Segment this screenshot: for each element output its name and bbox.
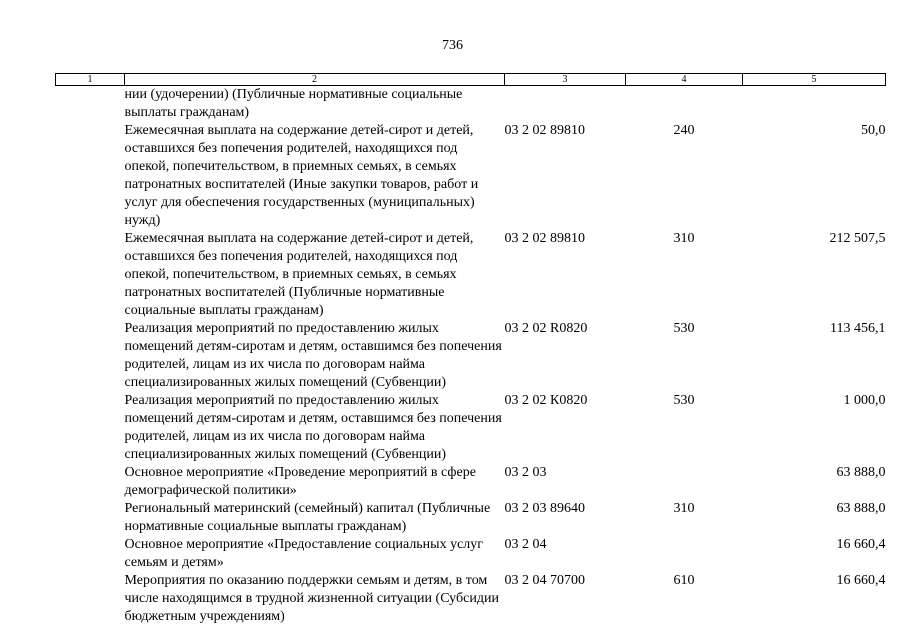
row-amount: 1 000,0	[843, 393, 886, 408]
table-row	[56, 230, 886, 320]
table-row	[56, 500, 886, 536]
row-name: Основное мероприятие «Проведение мероприятий в сфере демографической политики»	[124, 465, 476, 498]
row-amount	[743, 86, 886, 123]
row-code: 03 2 02 89810	[504, 123, 585, 138]
row-empty-cell	[56, 572, 125, 626]
row-expense-type	[626, 536, 743, 572]
row-code: 03 2 02 89810	[504, 231, 585, 246]
row-empty-cell	[56, 536, 125, 572]
row-name: Реализация мероприятий по предоставлению жилых помещений детям-сиротам и детям, оставшимся без попечения родителей, лицам из их числа по договорам найма специализированных жилых помещений (Субвенции)	[124, 321, 502, 390]
row-expense-type: 240	[673, 123, 695, 138]
row-expense-type: 310	[673, 231, 695, 246]
header-col-1: 1	[56, 74, 125, 86]
row-expense-type: 530	[673, 393, 695, 408]
row-code: 03 2 02 R0820	[504, 321, 588, 336]
row-empty-cell	[56, 320, 125, 392]
row-code: 03 2 04	[504, 537, 547, 552]
row-amount: 212 507,5	[829, 231, 886, 246]
row-empty-cell	[56, 230, 125, 320]
row-expense-type: 530	[673, 321, 695, 336]
row-expense-type	[626, 464, 743, 500]
table-row	[56, 464, 886, 500]
row-name: Ежемесячная выплата на содержание детей-сирот и детей, оставшихся без попечения родителей, находящихся под опекой, попечительством, в приемных семьях, в семьях патронатных воспитателей (Публичные нормативные социальные выплаты гражданам)	[124, 231, 474, 318]
row-name: Ежемесячная выплата на содержание детей-сирот и детей, оставшихся без попечения родителей, находящихся под опекой, попечительством, в приемных семьях, в семьях патронатных воспитателей (Иные закупки товаров, работ и услуг для обеспечения государственных (муниципальных) нужд)	[124, 123, 479, 228]
row-code	[505, 86, 626, 123]
row-expense-type: 310	[673, 501, 695, 516]
row-amount: 63 888,0	[836, 465, 886, 480]
row-empty-cell	[56, 86, 125, 123]
row-empty-cell	[56, 500, 125, 536]
header-row	[56, 74, 886, 86]
header-col-4: 4	[626, 74, 743, 86]
row-amount: 16 660,4	[836, 537, 886, 552]
row-name: Основное мероприятие «Предоставление социальных услуг семьям и детям»	[124, 537, 484, 570]
page-number: 736	[442, 38, 463, 53]
row-name: Реализация мероприятий по предоставлению жилых помещений детям-сиротам и детям, оставшимся без попечения родителей, лицам из их числа по договорам найма специализированных жилых помещений (Субвенции)	[124, 393, 502, 462]
row-empty-cell	[56, 464, 125, 500]
row-name: Региональный материнский (семейный) капитал (Публичные нормативные социальные выплаты гражданам)	[124, 501, 491, 534]
table-row	[56, 122, 886, 230]
row-amount: 50,0	[861, 123, 886, 138]
table-row	[56, 392, 886, 464]
row-amount: 63 888,0	[836, 501, 886, 516]
table-row	[56, 572, 886, 626]
row-empty-cell	[56, 392, 125, 464]
header-col-3: 3	[505, 74, 626, 86]
row-name: Мероприятия по оказанию поддержки семьям и детям, в том числе находящимся в трудной жизненной ситуации (Субсидии бюджетным учреждениям)	[124, 573, 499, 624]
row-code: 03 2 03 89640	[504, 501, 585, 516]
row-code: 03 2 03	[504, 465, 547, 480]
budget-table	[55, 73, 886, 626]
table-row	[56, 86, 886, 123]
row-expense-type: 610	[673, 573, 695, 588]
table-row	[56, 536, 886, 572]
header-col-2: 2	[125, 74, 505, 86]
row-name: нии (удочерении) (Публичные нормативные социальные выплаты гражданам)	[124, 87, 463, 120]
header-col-5: 5	[743, 74, 886, 86]
row-expense-type	[626, 86, 743, 123]
row-code: 03 2 02 К0820	[504, 393, 588, 408]
row-amount: 16 660,4	[836, 573, 886, 588]
row-amount: 113 456,1	[830, 321, 886, 336]
row-code: 03 2 04 70700	[504, 573, 585, 588]
row-empty-cell	[56, 122, 125, 230]
table-row	[56, 320, 886, 392]
